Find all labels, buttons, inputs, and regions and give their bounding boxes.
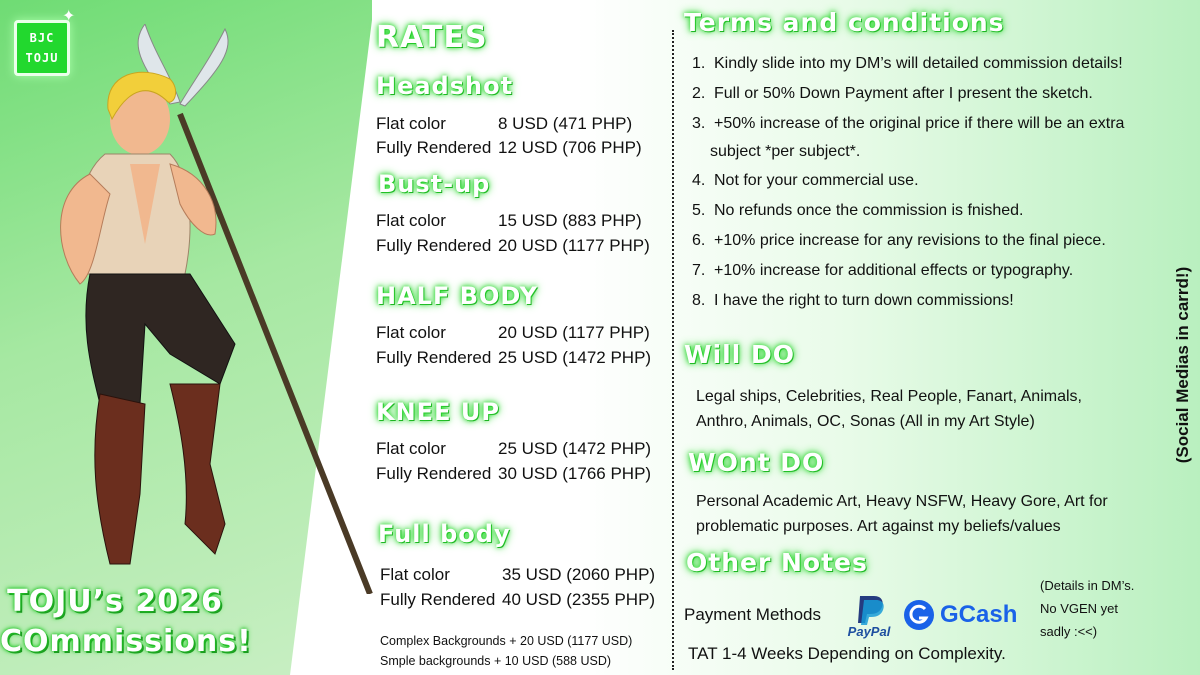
price-value: 20 USD (1177 PHP) — [498, 323, 650, 342]
gcash-logo — [902, 598, 1017, 632]
price-value: 35 USD (2060 PHP) — [502, 565, 656, 584]
spear-blade-right — [180, 29, 228, 106]
tier-heading-knee-up: KNEE UP — [376, 398, 500, 426]
term-text: Not for your commercial use. — [714, 172, 919, 189]
price-value: 25 USD (1472 PHP) — [498, 439, 652, 458]
paypal-logo — [840, 592, 898, 640]
paypal-icon — [840, 592, 898, 626]
price-row-half-rendered — [376, 348, 651, 368]
gcash-icon — [902, 598, 936, 632]
price-value: 25 USD (1472 PHP) — [498, 348, 652, 367]
extra-simple-background: Smple backgrounds + 10 USD (588 USD) — [380, 654, 612, 668]
term-item — [692, 231, 1177, 251]
dm-note-line-2: No VGEN yet — [1040, 601, 1119, 616]
price-label: Fully Rendered — [376, 464, 492, 483]
price-label: Fully Rendered — [376, 236, 492, 255]
term-item — [692, 291, 1177, 311]
term-text: No refunds once the commission is fnished. — [714, 202, 1024, 219]
term-number: 3. — [692, 115, 706, 132]
sparkle-icon: ✦ — [62, 6, 76, 25]
turnaround-time: TAT 1-4 Weeks Depending on Complexity. — [688, 644, 1006, 663]
term-item — [692, 84, 1177, 104]
term-number: 5. — [692, 202, 706, 219]
price-row-headshot-rendered — [376, 138, 642, 158]
term-item — [692, 114, 1177, 162]
term-number: 1. — [692, 55, 706, 72]
price-row-half-flat — [376, 323, 650, 343]
term-item — [692, 171, 1177, 191]
term-text: +10% price increase for any revisions to the final piece. — [714, 232, 1106, 249]
will-do-line-2: Anthro, Animals, OC, Sonas (All in my Art Style) — [696, 413, 1035, 430]
price-value: 30 USD (1766 PHP) — [498, 464, 652, 483]
will-do-line-1: Legal ships, Celebrities, Real People, Fanart, Animals, — [696, 388, 1082, 405]
extra-complex-background: Complex Backgrounds + 20 USD (1177 USD) — [380, 634, 633, 648]
price-label: Flat color — [376, 323, 446, 342]
price-row-bust-rendered — [376, 236, 650, 256]
price-value: 8 USD (471 PHP) — [498, 114, 633, 133]
term-text-continued: subject *per subject*. — [710, 143, 861, 160]
dm-note-line-1: (Details in DM’s. — [1040, 578, 1135, 593]
term-number: 7. — [692, 262, 706, 279]
social-media-note: (Social Medias in carrd!) — [1173, 266, 1192, 464]
commission-title-line-2: COmmissions! — [0, 624, 252, 659]
price-label: Fully Rendered — [376, 348, 492, 367]
tier-heading-half-body: HALF BODY — [376, 282, 538, 310]
logo-line-2: TOJU — [25, 51, 59, 65]
term-number: 8. — [692, 292, 706, 309]
tier-heading-headshot: Headshot — [376, 72, 514, 100]
term-number: 4. — [692, 172, 706, 189]
price-label: Flat color — [380, 565, 450, 584]
price-label: Flat color — [376, 114, 446, 133]
price-row-bust-flat — [376, 211, 642, 231]
commission-title-line-1: TOJU’s 2026 — [7, 584, 223, 619]
price-label: Fully Rendered — [380, 590, 496, 609]
price-row-knee-flat — [376, 439, 651, 459]
left-boot — [95, 394, 145, 564]
price-row-knee-rendered — [376, 464, 651, 484]
will-do-text — [696, 384, 1136, 434]
wont-do-line-2: problematic purposes. Art against my beliefs/values — [696, 518, 1061, 535]
price-row-full-rendered — [380, 590, 655, 610]
column-divider — [672, 30, 674, 670]
term-text: +50% increase of the original price if there will be an extra — [714, 115, 1125, 132]
tier-heading-full-body: Full body — [378, 520, 511, 548]
term-text: I have the right to turn down commissions! — [714, 292, 1014, 309]
payment-methods-label: Payment Methods — [684, 605, 822, 624]
term-text: Full or 50% Down Payment after I present the sketch. — [714, 85, 1093, 102]
terms-title: Terms and conditions — [684, 8, 1005, 37]
price-row-headshot-flat — [376, 114, 632, 134]
character-illustration — [20, 24, 380, 594]
price-value: 15 USD (883 PHP) — [498, 211, 642, 230]
will-do-title: Will DO — [684, 340, 795, 369]
paypal-label: PayPal — [847, 624, 891, 639]
logo-line-1: BJC — [29, 31, 55, 45]
gcash-label: GCash — [940, 601, 1018, 628]
tier-heading-bust-up: Bust-up — [378, 170, 491, 198]
term-number: 2. — [692, 85, 706, 102]
price-value: 12 USD (706 PHP) — [498, 138, 642, 157]
other-notes-title: Other Notes — [686, 548, 868, 577]
dm-details-note — [1040, 574, 1160, 643]
term-text: +10% increase for additional effects or typography. — [714, 262, 1074, 279]
price-label: Flat color — [376, 439, 446, 458]
terms-list — [692, 54, 1177, 321]
price-label: Flat color — [376, 211, 446, 230]
dm-note-line-3: sadly :<<) — [1040, 624, 1098, 639]
term-number: 6. — [692, 232, 706, 249]
term-item — [692, 261, 1177, 281]
price-value: 40 USD (2355 PHP) — [502, 590, 656, 609]
wont-do-title: WOnt DO — [688, 448, 825, 477]
price-label: Fully Rendered — [376, 138, 492, 157]
rates-title: RATES — [376, 20, 488, 55]
commission-title — [0, 582, 252, 662]
term-item — [692, 201, 1177, 221]
price-value: 20 USD (1177 PHP) — [498, 236, 650, 255]
price-row-full-flat — [380, 565, 655, 585]
wont-do-line-1: Personal Academic Art, Heavy NSFW, Heavy Gore, Art for — [696, 493, 1108, 510]
term-item — [692, 54, 1177, 74]
wont-do-text — [696, 489, 1136, 539]
term-text: Kindly slide into my DM’s will detailed commission details! — [714, 55, 1123, 72]
right-boot — [170, 384, 225, 554]
